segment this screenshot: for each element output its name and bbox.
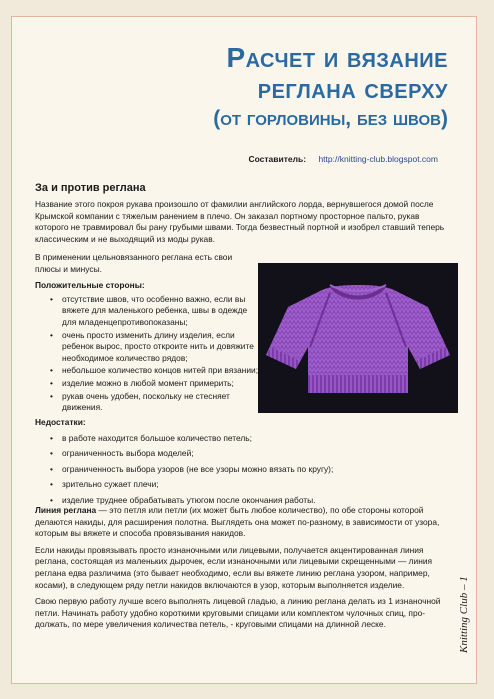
- list-item: • небольшое количество концов нитей при вязании;: [35, 365, 260, 377]
- intro-text: Название этого покроя рукава произошло от фамилии английского лорда, вернувшегося домой после Крымской компании с тяжелым ранением в плечо. Он заказал портному просторное пальто, рукав которого не травмировал бы рану грубыми швами. Тогда безвестный портной и изобрел ставший теперь классическим и не выходящий из моды рукав.: [35, 199, 445, 244]
- list-item: • отсутствие швов, что особенно важно, если вы вяжете для маленького ребенка, швы в одежде для младенцепротивопоказаны;: [35, 294, 260, 329]
- list-item: • изделие можно в любой момент примерить;: [35, 378, 260, 390]
- byline-label: Составитель:: [248, 154, 307, 164]
- list-item: • очень просто изменить длину изделия, если ребенок вырос, просто откроите нить и довяжите необходимое количество рядов;: [35, 330, 260, 365]
- byline-url[interactable]: http://knitting-club.blogspot.com: [318, 154, 438, 164]
- side-caption: Knitting Club – 1: [458, 576, 470, 654]
- cons-heading: Недостатки:: [35, 417, 86, 427]
- pros-heading: Положительные стороны:: [35, 280, 145, 291]
- intro-paragraph: [35, 199, 450, 245]
- pros-list: [35, 294, 260, 414]
- list-item: • в работе находится большое количество петель;: [35, 433, 450, 445]
- raglan-line-text: — это петля или петли (их может быть любое количество), по обе стороны которой делаются накиды, для расширения полотна. Выглядеть она может по-разному, в зависимости от узора, которым вы вяжете и способа провязывания накидов.: [35, 505, 440, 539]
- cons-section: [35, 417, 450, 511]
- body-paragraphs: [35, 505, 450, 631]
- list-item: • рукав очень удобен, поскольку не стесняет движения.: [35, 391, 260, 414]
- yarn-over-paragraph: Если накиды провязывать просто изнаночными или лицевыми, получается акцентированная линия реглана, состоящая из маленьких дырочек, если изнаночными или лицевыми скрещенными — линия реглана едва различима (это бывает необходимо, если вы вяжете линию реглана узором, например, косами), в следующем ряду петли накидов включаются в узор, которым выполняется изделие.: [35, 544, 433, 590]
- sweater-image: [258, 263, 458, 413]
- list-item: • зрительно сужает плечи;: [35, 479, 450, 491]
- title-line-1: Расчет и вязание: [226, 42, 448, 73]
- raglan-line-term: Линия реглана: [35, 505, 97, 515]
- page-title: [213, 44, 448, 129]
- title-line-2: реглана сверху: [257, 73, 448, 104]
- list-item: • ограниченность выбора моделей;: [35, 448, 450, 460]
- left-column: [35, 252, 260, 415]
- list-item: • изделие труднее обрабатывать утюгом после окончания работы.: [35, 495, 450, 507]
- byline: [248, 154, 438, 164]
- first-work-paragraph: Свою первую работу лучше всего выполнять лицевой гладью, а линию реглана делать из 1 изнаночной петли. Начинать работу удобно короткими круговыми спицами или комплектом чулочных спиц, про-должать, по мере увеличения количества петель, - круговыми спицами на длинной леске.: [35, 596, 441, 630]
- list-item: • ограниченность выбора узоров (не все узоры можно вязать по кругу);: [35, 464, 450, 476]
- section-title: За и против реглана: [35, 182, 146, 194]
- title-line-3: (от горловины, без швов): [213, 107, 448, 130]
- sweater-photo: [258, 263, 458, 413]
- cons-list: [35, 433, 450, 507]
- seamless-note: В применении цельновязанного реглана есть свои плюсы и минусы.: [35, 252, 233, 274]
- raglan-line-paragraph: [35, 505, 450, 540]
